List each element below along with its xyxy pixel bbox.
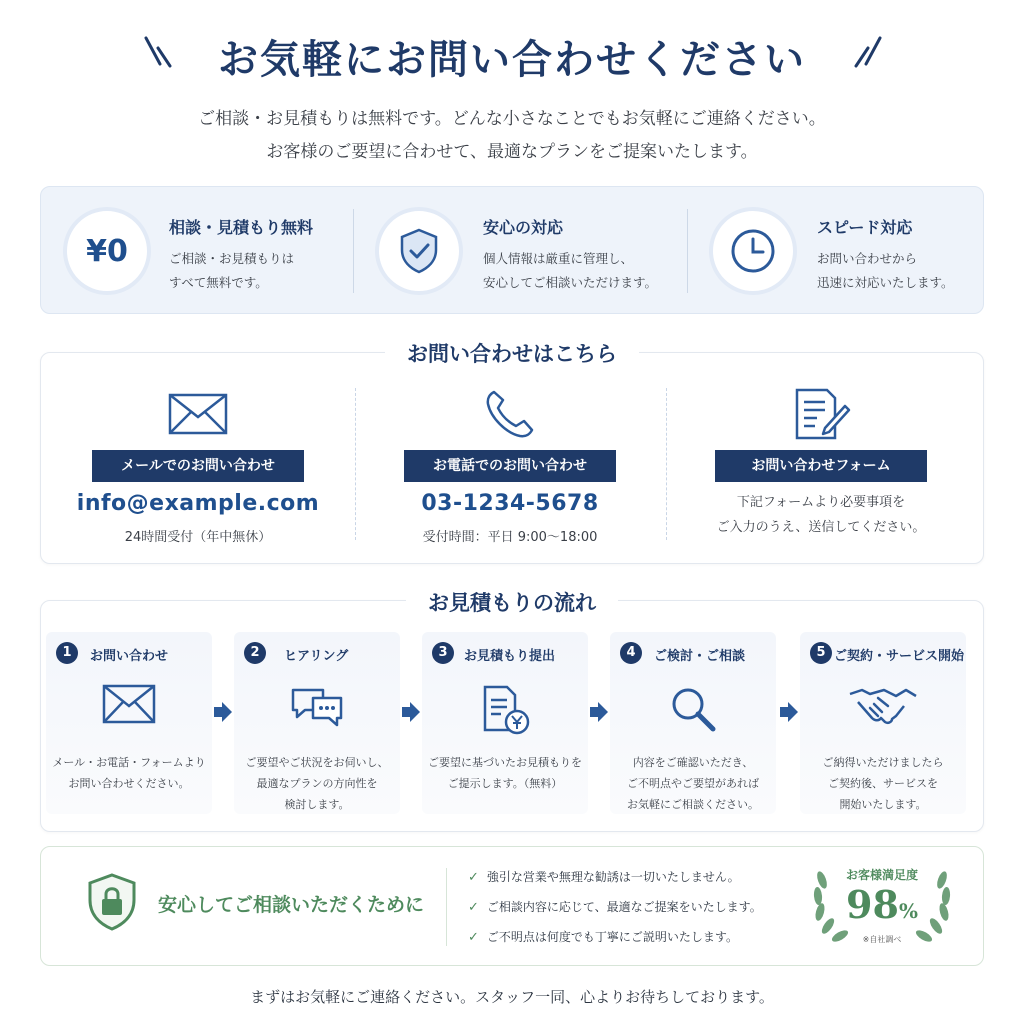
feature-title: 相談・見積もり無料 (169, 218, 314, 237)
page-title: お気軽にお問い合わせください (218, 36, 806, 83)
step-title: ご契約・サービス開始 (834, 649, 965, 664)
step-title: ヒアリング (284, 649, 349, 664)
chat-bubbles-icon (234, 684, 400, 728)
arrow-right-icon (402, 702, 420, 722)
yen-zero-icon: ¥0 (63, 207, 151, 295)
check-item: ✓ ご相談内容に応じて、最適なご提案をいたします。 (468, 900, 762, 915)
feature-title: スピード対応 (817, 218, 913, 237)
closing-message: まずはお気軽にご連絡ください。スタッフ一同、心よりお待ちしております。 (250, 988, 774, 1006)
step-desc: ご要望やご状況をお伺いし、 最適なプランの方向性を 検討します。 (245, 756, 389, 811)
check-item: ✓ 強引な営業や無理な勧誘は一切いたしません。 (468, 870, 740, 885)
satisfaction-value: 98% (846, 882, 918, 927)
title-spark-right-icon (846, 34, 886, 70)
step-number: 4 (620, 642, 642, 664)
step-desc: メール・お電話・フォームより お問い合わせください。 (52, 756, 206, 790)
arrow-right-icon (214, 702, 232, 722)
step-desc: ご要望に基づいたお見積もりを ご提示します。（無料） (428, 756, 582, 790)
feature-box (40, 186, 984, 314)
email-link[interactable]: info@example.com (76, 491, 320, 516)
envelope-icon (43, 386, 353, 442)
contact-form-button[interactable]: お問い合わせフォーム (715, 450, 927, 482)
form-instructions: 下記フォームより必要事項を ご入力のうえ、送信してください。 (716, 495, 926, 535)
feature-safe (353, 187, 687, 315)
arrow-right-icon (780, 702, 798, 722)
form-edit-icon (666, 386, 976, 442)
check-icon: ✓ (468, 900, 479, 915)
flow-step-1 (46, 632, 212, 814)
flow-step-5 (800, 632, 966, 814)
contact-mail (43, 386, 353, 545)
satisfaction-label: お客様満足度 (845, 868, 918, 882)
step-number: 3 (432, 642, 454, 664)
step-title: ご検討・ご相談 (654, 649, 746, 664)
check-item: ✓ ご不明点は何度でも丁寧にご説明いたします。 (468, 930, 738, 945)
feature-desc: ご相談・お見積もりは すべて無料です。 (169, 251, 295, 290)
check-icon: ✓ (468, 870, 479, 885)
clock-icon (709, 207, 797, 295)
contact-heading: お問い合わせはこちら (0, 338, 1024, 368)
arrow-right-icon (590, 702, 608, 722)
reassurance-title: 安心してご相談いただくために (158, 894, 425, 916)
phone-hours: 受付時間：平日 9:00〜18:00 (422, 530, 598, 545)
contact-form (666, 386, 976, 540)
mail-contact-button[interactable]: メールでのお問い合わせ (92, 450, 304, 482)
handshake-icon (800, 684, 966, 728)
document-yen-icon (422, 684, 588, 736)
satisfaction-note: ※自社調べ (862, 935, 902, 944)
feature-desc: お問い合わせから 迅速に対応いたします。 (817, 251, 954, 290)
flow-step-4 (610, 632, 776, 814)
phone-number-link[interactable]: 03-1234-5678 (421, 491, 599, 516)
phone-icon (355, 386, 665, 442)
mail-hours: 24時間受付（年中無休） (124, 530, 272, 545)
step-number: 5 (810, 642, 832, 664)
feature-free (41, 187, 353, 315)
feature-desc: 個人情報は厳重に管理し、 安心してご相談いただけます。 (483, 251, 658, 290)
flow-step-3 (422, 632, 588, 814)
step-desc: ご納得いただけましたら ご契約後、サービスを 開始いたします。 (822, 756, 944, 811)
flow-heading: お見積もりの流れ (0, 587, 1024, 617)
feature-title: 安心の対応 (483, 218, 564, 237)
divider (446, 868, 447, 946)
lead-text-1: ご相談・お見積もりは無料です。どんな小さなことでもお気軽にご連絡ください。 (198, 109, 826, 129)
feature-speed (687, 187, 985, 315)
lock-shield-icon (86, 872, 138, 932)
contact-phone (355, 386, 665, 545)
envelope-icon (46, 684, 212, 724)
flow-step-2 (234, 632, 400, 814)
step-title: お見積もり提出 (464, 649, 556, 664)
magnifier-icon (610, 684, 776, 734)
lead-text-2: お客様のご要望に合わせて、最適なプランをご提案いたします。 (266, 142, 758, 162)
check-icon: ✓ (468, 930, 479, 945)
step-title: お問い合わせ (90, 649, 169, 664)
step-number: 2 (244, 642, 266, 664)
step-desc: 内容をご確認いただき、 ご不明点やご要望があれば お気軽にご相談ください。 (627, 756, 759, 811)
phone-contact-button[interactable]: お電話でのお問い合わせ (404, 450, 616, 482)
step-number: 1 (56, 642, 78, 664)
shield-check-icon (375, 207, 463, 295)
